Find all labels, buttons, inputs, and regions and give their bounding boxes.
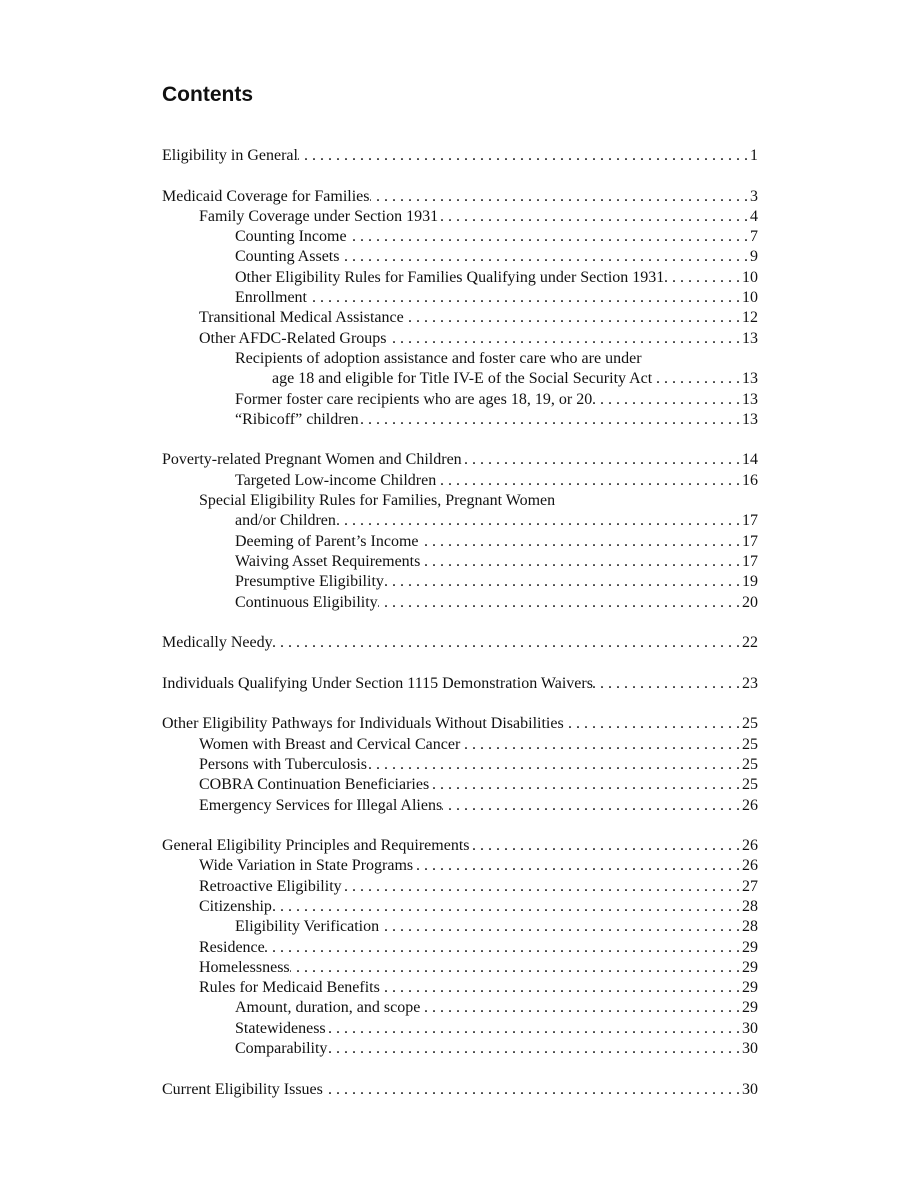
toc-entry-title: General Eligibility Principles and Requirements — [162, 837, 470, 855]
toc-entry — [162, 1019, 758, 1039]
toc-entry-title: Counting Assets — [235, 248, 340, 266]
dot-leader — [370, 187, 751, 207]
toc-page-number: 20 — [742, 593, 758, 611]
toc-entry — [162, 755, 758, 775]
toc-page-number: 13 — [742, 329, 758, 347]
toc-entry-title: Former foster care recipients who are ages 18, 19, or 20 — [235, 390, 593, 408]
toc-entry-title: COBRA Continuation Beneficiaries — [199, 776, 430, 794]
toc-page-number: 13 — [742, 390, 758, 408]
toc-entry-row — [199, 207, 758, 227]
toc-entry-row — [235, 1039, 758, 1059]
dot-leader — [298, 146, 750, 166]
table-of-contents — [162, 146, 758, 1100]
toc-entry-title: Other AFDC-Related Groups — [199, 329, 387, 347]
toc-entry — [162, 532, 758, 552]
dot-leader — [404, 308, 742, 328]
toc-page-number: 17 — [742, 512, 758, 530]
toc-entry-row — [199, 958, 758, 978]
toc-page-number: 16 — [742, 471, 758, 489]
toc-entry-title: Current Eligibility Issues — [162, 1080, 323, 1098]
toc-entry-row — [199, 308, 758, 328]
dot-leader — [387, 329, 742, 349]
dot-leader — [420, 998, 742, 1018]
dot-leader — [326, 1019, 742, 1039]
toc-entry — [162, 511, 758, 531]
toc-page-number: 7 — [750, 228, 758, 246]
page-title: Contents — [162, 83, 253, 106]
dot-leader — [342, 877, 742, 897]
toc-page-number: 30 — [742, 1080, 758, 1098]
toc-page-number: 25 — [742, 715, 758, 733]
toc-page-number: 26 — [742, 837, 758, 855]
toc-page-number: 13 — [742, 370, 758, 388]
toc-entry-title: Counting Income — [235, 228, 347, 246]
dot-leader — [652, 369, 742, 389]
toc-page-number: 22 — [742, 634, 758, 652]
toc-entry-row — [235, 288, 758, 308]
toc-entry-title: Wide Variation in State Programs — [199, 857, 414, 875]
toc-page-number: 14 — [742, 451, 758, 469]
toc-page-number: 1 — [750, 147, 758, 164]
toc-entry — [162, 958, 758, 978]
toc-entry-row — [235, 532, 758, 552]
toc-page-number: 4 — [750, 207, 758, 225]
toc-entry-title: Other Eligibility Pathways for Individuals Without Disabilities — [162, 715, 564, 733]
toc-entry — [162, 268, 758, 288]
toc-entry-title: age 18 and eligible for Title IV-E of the Social Security Act — [272, 370, 653, 388]
toc-entry-row — [162, 187, 758, 207]
toc-entry-title: “Ribicoff” children — [235, 410, 359, 428]
toc-entry — [162, 917, 758, 937]
toc-entry — [162, 288, 758, 308]
dot-leader — [327, 1039, 742, 1059]
toc-entry-row — [162, 633, 758, 653]
dot-leader — [339, 247, 750, 267]
dot-leader — [380, 978, 742, 998]
toc-entry — [162, 308, 758, 328]
toc-entry — [162, 856, 758, 876]
toc-entry-row — [199, 877, 758, 897]
dot-leader — [323, 1080, 742, 1100]
toc-entry-title: Women with Breast and Cervical Cancer — [199, 735, 461, 753]
toc-entry — [162, 491, 758, 511]
toc-entry-title: Retroactive Eligibility — [199, 877, 342, 895]
toc-entry-title: Other Eligibility Rules for Families Qualifying under Section 1931 — [235, 268, 665, 286]
dot-leader — [384, 572, 742, 592]
toc-page-number: 29 — [742, 938, 758, 956]
toc-entry-row — [199, 796, 758, 816]
dot-leader — [378, 593, 742, 613]
dot-leader — [442, 796, 742, 816]
toc-page-number: 12 — [742, 309, 758, 327]
toc-entry — [162, 207, 758, 227]
toc-page-number: 3 — [750, 187, 758, 205]
toc-entry-row — [199, 938, 758, 958]
toc-entry — [162, 796, 758, 816]
toc-entry-row — [199, 755, 758, 775]
dot-leader — [429, 775, 742, 795]
toc-entry — [162, 552, 758, 572]
toc-entry-row — [235, 511, 758, 531]
dot-leader — [564, 714, 742, 734]
dot-leader — [272, 897, 742, 917]
toc-entry-title: Individuals Qualifying Under Section 1115 Demonstration Waivers — [162, 674, 593, 692]
dot-leader — [593, 674, 742, 694]
toc-entry-row — [235, 410, 758, 430]
toc-entry — [162, 1039, 758, 1059]
toc-page-number: 9 — [750, 248, 758, 266]
toc-entry-row — [235, 268, 758, 288]
toc-entry-row — [199, 491, 758, 511]
toc-entry-title: Medicaid Coverage for Families — [162, 187, 370, 205]
toc-page-number: 28 — [742, 897, 758, 915]
toc-entry — [162, 410, 758, 430]
toc-entry-row — [272, 369, 758, 389]
toc-entry-title: Emergency Services for Illegal Aliens — [199, 796, 443, 814]
toc-entry-title: Statewideness — [235, 1019, 326, 1037]
toc-entry — [162, 897, 758, 917]
toc-entry — [162, 735, 758, 755]
toc-entry-title: Citizenship — [199, 897, 272, 915]
toc-entry-row — [199, 735, 758, 755]
toc-entry — [162, 998, 758, 1018]
toc-entry — [162, 146, 758, 166]
toc-entry-row — [199, 856, 758, 876]
toc-page-number: 26 — [742, 796, 758, 814]
toc-entry-row — [162, 714, 758, 734]
toc-page-number: 30 — [742, 1019, 758, 1037]
toc-entry-title: Transitional Medical Assistance — [199, 309, 404, 327]
toc-entry — [162, 187, 758, 207]
toc-entry-title: Eligibility in General — [162, 147, 298, 164]
toc-entry-row — [235, 471, 758, 491]
dot-leader — [413, 856, 742, 876]
toc-entry-title: Poverty-related Pregnant Women and Children — [162, 451, 462, 469]
dot-leader — [462, 450, 742, 470]
toc-page-number: 25 — [742, 776, 758, 794]
toc-page-number: 28 — [742, 918, 758, 936]
toc-entry — [162, 1080, 758, 1100]
toc-entry-title: Waiving Asset Requirements — [235, 552, 421, 570]
toc-entry — [162, 390, 758, 410]
toc-page-number: 25 — [742, 755, 758, 773]
toc-entry-row — [199, 329, 758, 349]
dot-leader — [359, 410, 742, 430]
toc-entry — [162, 471, 758, 491]
toc-entry-row — [235, 998, 758, 1018]
toc-entry-row — [235, 552, 758, 572]
toc-page-number: 26 — [742, 857, 758, 875]
toc-entry — [162, 938, 758, 958]
toc-entry — [162, 369, 758, 389]
toc-entry — [162, 450, 758, 470]
dot-leader — [469, 836, 742, 856]
dot-leader — [438, 207, 750, 227]
toc-entry-row — [199, 897, 758, 917]
toc-entry — [162, 593, 758, 613]
toc-entry — [162, 572, 758, 592]
toc-page-number: 29 — [742, 979, 758, 997]
toc-entry-row — [199, 978, 758, 998]
toc-page-number: 10 — [742, 268, 758, 286]
dot-leader — [290, 958, 742, 978]
toc-page-number: 13 — [742, 410, 758, 428]
toc-entry-row — [162, 450, 758, 470]
toc-entry-row — [235, 572, 758, 592]
toc-entry — [162, 349, 758, 369]
toc-entry-title: Deeming of Parent’s Income — [235, 532, 419, 550]
toc-entry-row — [162, 836, 758, 856]
toc-page-number: 29 — [742, 958, 758, 976]
toc-page-number: 25 — [742, 735, 758, 753]
toc-entry-title: Eligibility Verification — [235, 918, 380, 936]
toc-page-number: 19 — [742, 573, 758, 591]
toc-entry-title: Homelessness — [199, 958, 290, 976]
toc-entry — [162, 877, 758, 897]
dot-leader — [307, 288, 742, 308]
toc-entry-title: Enrollment — [235, 289, 307, 307]
toc-entry-title: Targeted Low-income Children — [235, 471, 437, 489]
dot-leader — [460, 735, 742, 755]
toc-page-number: 23 — [742, 674, 758, 692]
dot-leader — [367, 755, 742, 775]
toc-page-number: 17 — [742, 552, 758, 570]
dot-leader — [336, 511, 742, 531]
toc-entry-title: Medically Needy — [162, 634, 273, 652]
toc-page-number: 17 — [742, 532, 758, 550]
toc-entry — [162, 674, 758, 694]
toc-entry — [162, 329, 758, 349]
toc-entry-row — [162, 146, 758, 166]
toc-entry-title: Persons with Tuberculosis — [199, 755, 368, 773]
toc-entry-row — [235, 349, 758, 369]
toc-entry-title: Comparability — [235, 1040, 328, 1058]
dot-leader — [347, 227, 750, 247]
toc-entry-row — [235, 390, 758, 410]
toc-page-number: 27 — [742, 877, 758, 895]
toc-entry-title: Continuous Eligibility — [235, 593, 378, 611]
toc-entry-row — [235, 917, 758, 937]
toc-entry-title: Family Coverage under Section 1931 — [199, 207, 439, 225]
toc-entry-title: and/or Children — [235, 512, 336, 530]
toc-entry-row — [235, 593, 758, 613]
toc-page-number: 10 — [742, 289, 758, 307]
toc-entry-title: Rules for Medicaid Benefits — [199, 979, 380, 997]
toc-entry-row — [235, 247, 758, 267]
toc-entry — [162, 247, 758, 267]
dot-leader — [419, 532, 743, 552]
toc-entry-row — [235, 227, 758, 247]
toc-entry-title: Residence — [199, 938, 265, 956]
toc-page-number: 30 — [742, 1040, 758, 1058]
dot-leader — [436, 471, 742, 491]
dot-leader — [420, 552, 742, 572]
toc-entry-row — [235, 1019, 758, 1039]
dot-leader — [273, 633, 742, 653]
toc-entry — [162, 836, 758, 856]
toc-entry — [162, 775, 758, 795]
toc-entry-row — [162, 1080, 758, 1100]
toc-entry — [162, 633, 758, 653]
toc-entry — [162, 978, 758, 998]
toc-entry — [162, 714, 758, 734]
dot-leader — [664, 268, 742, 288]
toc-entry-row — [162, 674, 758, 694]
dot-leader — [379, 917, 742, 937]
toc-page-number: 29 — [742, 999, 758, 1017]
toc-entry-title: Presumptive Eligibility — [235, 573, 384, 591]
toc-entry-title: Amount, duration, and scope — [235, 999, 421, 1017]
toc-entry — [162, 227, 758, 247]
dot-leader — [592, 390, 742, 410]
toc-entry-title: Recipients of adoption assistance and foster care who are under — [235, 349, 642, 367]
toc-entry-row — [199, 775, 758, 795]
dot-leader — [265, 938, 742, 958]
toc-entry-title: Special Eligibility Rules for Families, Pregnant Women — [199, 492, 556, 510]
